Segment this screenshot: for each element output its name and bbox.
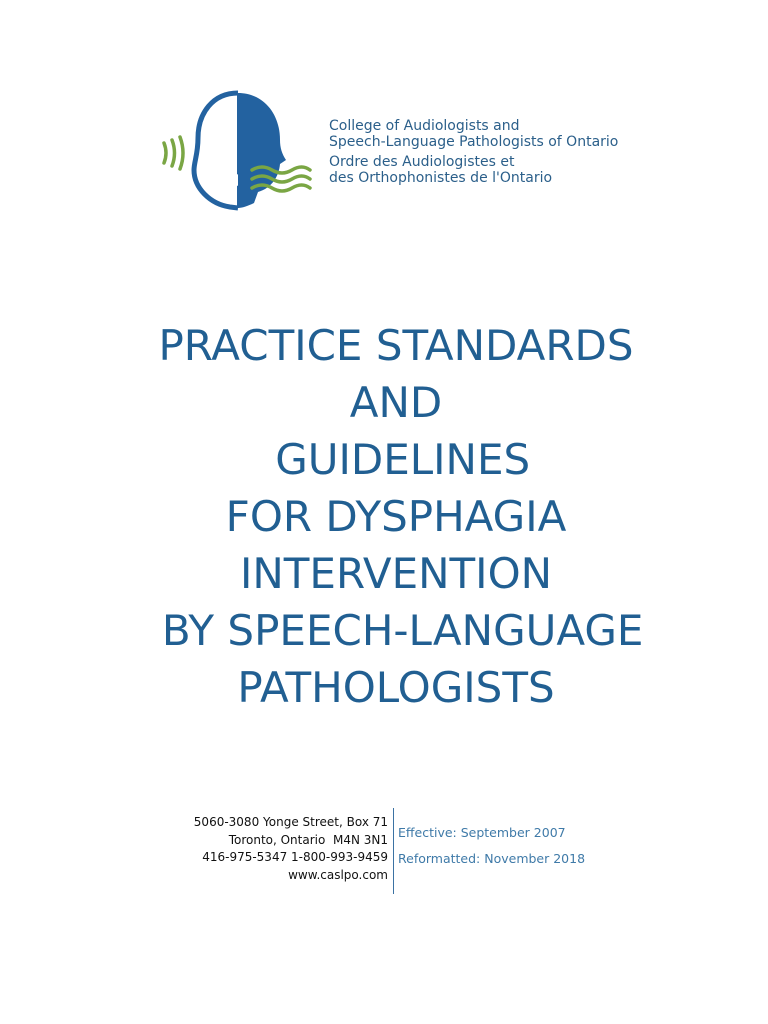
address-website: www.caslpo.com	[288, 867, 388, 882]
address-city: Toronto, Ontario M4N 3N1	[228, 832, 388, 847]
vertical-divider	[393, 808, 394, 894]
title-line: BY SPEECH-LANGUAGE	[148, 606, 644, 655]
address-street: 5060-3080 Yonge Street, Box 71	[193, 815, 388, 829]
document-title	[0, 317, 768, 716]
org-english-line2: Speech-Language Pathologists of Ontario	[329, 134, 619, 150]
contact-address	[194, 814, 388, 884]
title-line: AND	[349, 378, 443, 427]
org-english-line1: College of Audiologists and	[329, 118, 520, 134]
title-line: PRACTICE STANDARDS	[158, 321, 634, 370]
reformatted-date: Reformatted: November 2018	[398, 851, 586, 866]
org-french-line2: des Orthophonistes de l'Ontario	[329, 170, 553, 186]
document-dates	[398, 820, 585, 872]
title-line: FOR DYSPHAGIA	[225, 492, 567, 541]
caslpo-head-logo-icon	[158, 88, 318, 213]
organization-name	[329, 118, 618, 186]
title-line: GUIDELINES	[261, 435, 531, 484]
org-french-line1: Ordre des Audiologistes et	[329, 154, 515, 170]
effective-date: Effective: September 2007	[398, 825, 566, 840]
title-line: INTERVENTION	[239, 549, 553, 598]
address-phone: 416-975-5347 1-800-993-9459	[202, 850, 388, 864]
title-line: PATHOLOGISTS	[237, 663, 555, 712]
sound-waves-icon	[164, 137, 183, 169]
